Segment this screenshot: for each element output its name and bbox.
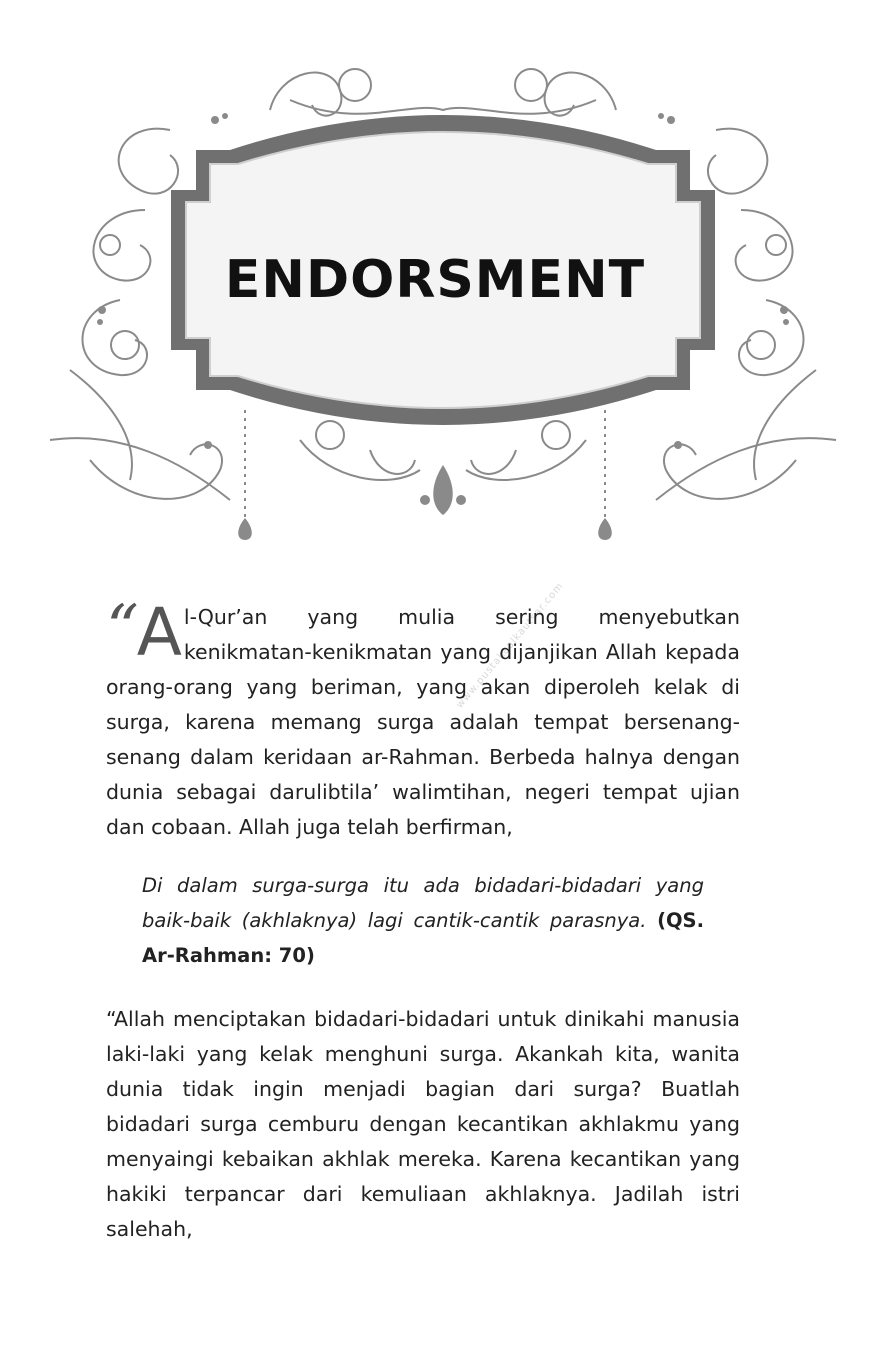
paragraph-2-text: “Allah menciptakan bidadari-bidadari untuk dinikahi manusia laki-laki yang kelak menghuni surga. Akankah kita, wanita dunia tidak ingin menjadi bagian dari surga? Buatlah bidadari surga cemburu dengan kecantikan akhlakmu yang menyaingi kebaikan akhlak mereka. Karena kecantikan yang hakiki terpancar dari kemuliaan akhlaknya. Jadilah istri salehah, [106, 1007, 740, 1241]
quote-reference: (QS. Ar-Rahman: 70) [142, 909, 705, 967]
paragraph-1 [106, 592, 740, 845]
quote-text: Di dalam surga-surga itu ada bidadari-bidadari yang baik-baik (akhlaknya) lagi cantik-cantik parasnya. [142, 874, 704, 932]
drop-cap: A [136, 594, 182, 671]
page-title: ENDORSMENT [224, 250, 646, 310]
quran-quote [142, 868, 704, 973]
paragraph-2 [106, 1002, 740, 1247]
opening-quote: “ [106, 592, 139, 666]
watermark: www.pustakaalkautsar.com [454, 580, 567, 711]
paragraph-1-text: l-Qur’an yang mulia sering menyebutkan kenikmatan-kenikmatan yang dijanjikan Allah kepada orang-orang yang beriman, yang akan diperoleh kelak di surga, karena memang surga adalah tempat bersenang-senang dalam keridaan ar-Rahman. Berbeda halnya dengan dunia sebagai darulibtila’ walimtihan, negeri tempat ujian dan cobaan. Allah juga telah berfirman, [106, 605, 740, 839]
